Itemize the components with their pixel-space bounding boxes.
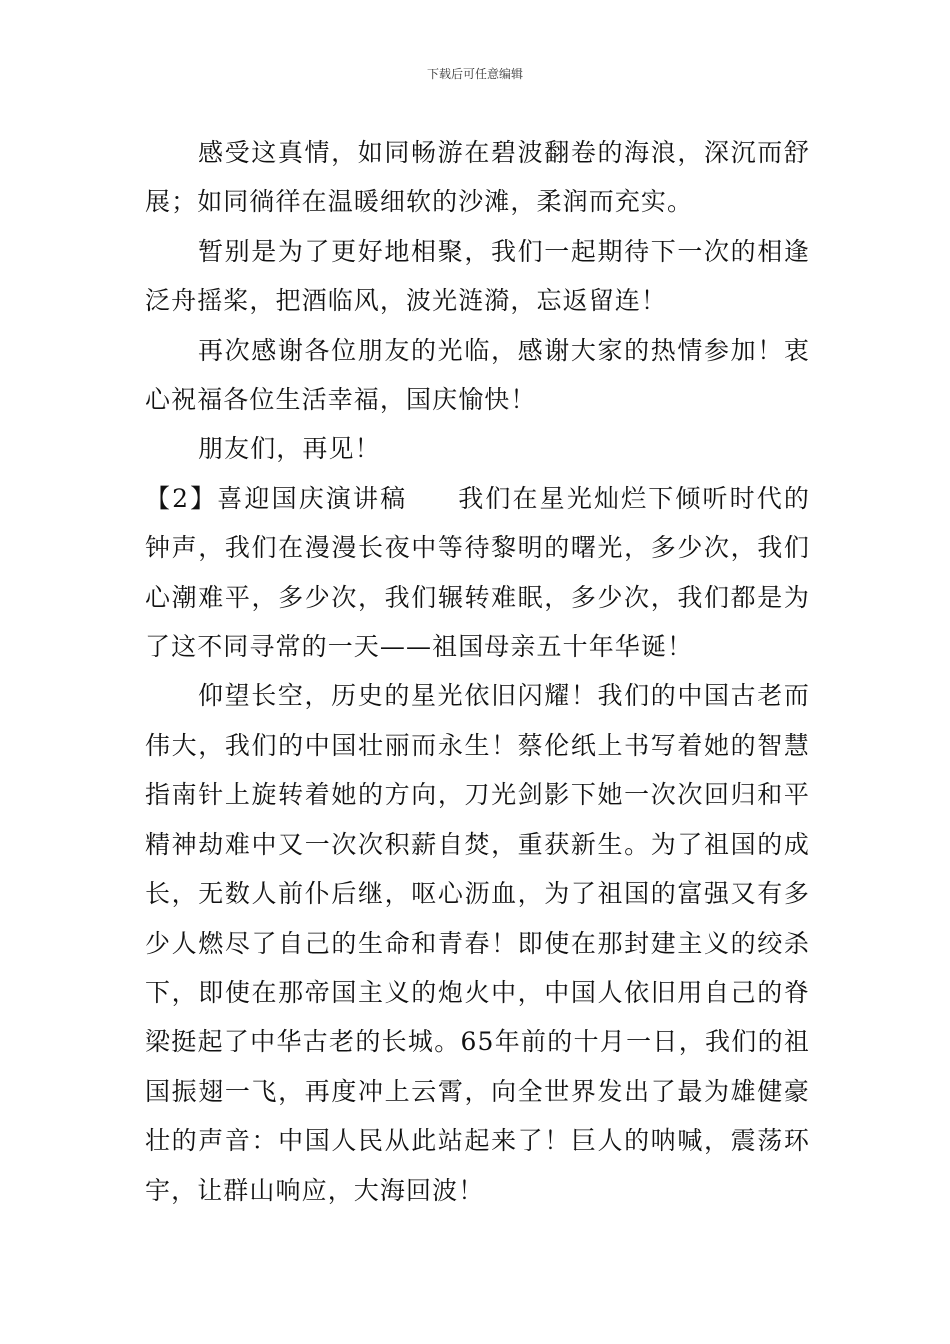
section-2-title: 【2】喜迎国庆演讲稿 (145, 483, 408, 513)
paragraph-gratitude: 感受这真情，如同畅游在碧波翻卷的海浪，深沉而舒展；如同徜徉在温暖细软的沙滩，柔润而充实。 (145, 138, 810, 217)
page-header-note: 下载后可任意编辑 (426, 67, 523, 81)
paragraph-history: 仰望长空，历史的星光依旧闪耀！我们的中国古老而伟大，我们的中国壮丽而永生！蔡伦纸上书写着她的智慧指南针上旋转着她的方向，刀光剑影下她一次次回归和平精神劫难中又一次次积薪自焚，重获新生。为了祖国的成长，无数人前仆后继，呕心沥血，为了祖国的富强又有多少人燃尽了自己的生命和青春！即使在那封建主义的绞杀下，即使在那帝国主义的炮火中，中国人依旧用自己的脊梁挺起了中华古老的长城。65年前的十月一日，我们的祖国振翅一飞，再度冲上云霄，向全世界发出了最为雄健豪壮的声音：中国人民从此站起来了！巨人的呐喊，震荡环宇，让群山响应，大海回波！ (145, 681, 810, 1205)
section-2-text: 我们在星光灿烂下倾听时代的钟声，我们在漫漫长夜中等待黎明的曙光，多少次，我们心潮难平，多少次，我们辗转难眠，多少次，我们都是为了这不同寻常的一天——祖国母亲五十年华诞！ (145, 483, 810, 662)
paragraph-farewell: 暂别是为了更好地相聚，我们一起期待下一次的相逢泛舟摇桨，把酒临风，波光涟漪，忘返留连！ (145, 236, 810, 316)
paragraph-goodbye: 朋友们，再见！ (198, 434, 381, 464)
paragraph-section-2 (145, 474, 810, 672)
paragraph-thanks: 再次感谢各位朋友的光临，感谢大家的热情参加！衷心祝福各位生活幸福，国庆愉快！ (145, 335, 810, 415)
document-body (145, 128, 810, 1215)
